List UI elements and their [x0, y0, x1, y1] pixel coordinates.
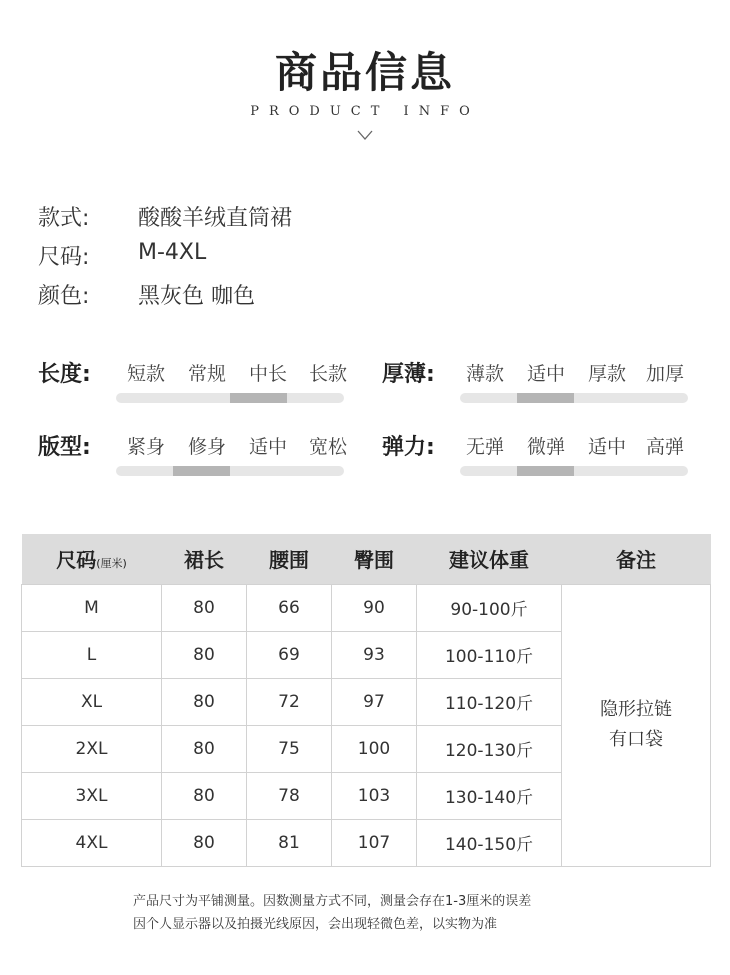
attr-level-bar: [460, 466, 688, 476]
table-cell: M: [22, 584, 162, 631]
attr-level-bar: [460, 393, 688, 403]
table-cell: 80: [162, 772, 247, 819]
attr-option: 常规: [187, 363, 226, 385]
table-cell: 97: [332, 678, 417, 725]
table-header-row: [22, 534, 711, 584]
table-cell: 3XL: [22, 772, 162, 819]
table-note-cell: [562, 584, 711, 866]
attr-elasticity: [382, 430, 692, 490]
table-header: 臀围: [332, 534, 417, 584]
table-cell: 69: [247, 631, 332, 678]
table-cell: 90-100斤: [417, 584, 562, 631]
table-header: 腰围: [247, 534, 332, 584]
chevron-down-icon: [357, 128, 373, 142]
attr-length: [38, 357, 348, 417]
attr-level-bar: [116, 466, 344, 476]
header-size: 尺码: [56, 548, 97, 573]
info-value: 黑灰色 咖色: [138, 284, 255, 309]
note-line: 有口袋: [609, 729, 663, 750]
table-cell: 75: [247, 725, 332, 772]
attr-option: 适中: [248, 436, 287, 458]
page-title: 商品信息: [274, 48, 455, 97]
table-cell: 100: [332, 725, 417, 772]
footnote-line: 产品尺寸为平铺测量。因数测量方式不同，测量会存在1-3厘米的误差: [133, 894, 532, 909]
table-cell: 81: [247, 819, 332, 866]
table-cell: 130-140斤: [417, 772, 562, 819]
attr-option: 短款: [126, 363, 165, 385]
attr-option: 长款: [308, 363, 347, 385]
attr-option: 高弹: [645, 436, 684, 458]
attr-option: 适中: [587, 436, 626, 458]
table-cell: 103: [332, 772, 417, 819]
table-cell: 80: [162, 678, 247, 725]
attr-option: 宽松: [308, 436, 347, 458]
attr-option: 微弹: [526, 436, 565, 458]
table-cell: 66: [247, 584, 332, 631]
attr-label: 长度:: [38, 362, 91, 387]
info-value: 酸酸羊绒直筒裙: [138, 206, 293, 231]
attr-option: 中长: [248, 363, 287, 385]
table-cell: 140-150斤: [417, 819, 562, 866]
table-header: [22, 534, 162, 584]
size-table: [21, 534, 711, 867]
footnote-line: 因个人显示器以及拍摄光线原因，会出现轻微色差，以实物为准: [133, 917, 498, 932]
attr-label: 弹力:: [382, 435, 435, 460]
table-cell: 107: [332, 819, 417, 866]
table-cell: 93: [332, 631, 417, 678]
table-cell: 100-110斤: [417, 631, 562, 678]
info-value: M-4XL: [138, 240, 207, 265]
info-label: 颜色:: [38, 284, 90, 309]
attr-thickness: [382, 357, 692, 417]
attr-level-fill: [173, 466, 230, 476]
table-header: 备注: [562, 534, 711, 584]
table-cell: 78: [247, 772, 332, 819]
attr-level-bar: [116, 393, 344, 403]
attr-option: 薄款: [465, 363, 504, 385]
footnote: [133, 890, 531, 936]
attr-option: 修身: [187, 436, 226, 458]
attr-label: 厚薄:: [382, 362, 435, 387]
table-cell: 110-120斤: [417, 678, 562, 725]
page-subtitle: PRODUCT INFO: [250, 104, 480, 119]
table-cell: 80: [162, 819, 247, 866]
attr-option: 加厚: [645, 363, 684, 385]
table-cell: 90: [332, 584, 417, 631]
attr-level-fill: [517, 466, 574, 476]
info-label: 尺码:: [38, 245, 90, 270]
attr-option: 无弹: [465, 436, 504, 458]
table-cell: 80: [162, 584, 247, 631]
table-cell: 4XL: [22, 819, 162, 866]
table-cell: 80: [162, 725, 247, 772]
header-size-unit: (厘米): [96, 557, 127, 571]
table-cell: 80: [162, 631, 247, 678]
attr-option: 厚款: [587, 363, 626, 385]
table-cell: 120-130斤: [417, 725, 562, 772]
table-header: 裙长: [162, 534, 247, 584]
info-label: 款式:: [38, 206, 90, 231]
attr-option: 适中: [526, 363, 565, 385]
table-cell: L: [22, 631, 162, 678]
attr-level-fill: [230, 393, 287, 403]
note-line: 隐形拉链: [600, 699, 672, 720]
table-cell: XL: [22, 678, 162, 725]
attr-label: 版型:: [38, 435, 91, 460]
attr-level-fill: [517, 393, 574, 403]
attr-fit: [38, 430, 348, 490]
table-cell: 72: [247, 678, 332, 725]
table-cell: 2XL: [22, 725, 162, 772]
table-header: 建议体重: [417, 534, 562, 584]
attr-option: 紧身: [126, 436, 165, 458]
table-row: [22, 584, 711, 631]
